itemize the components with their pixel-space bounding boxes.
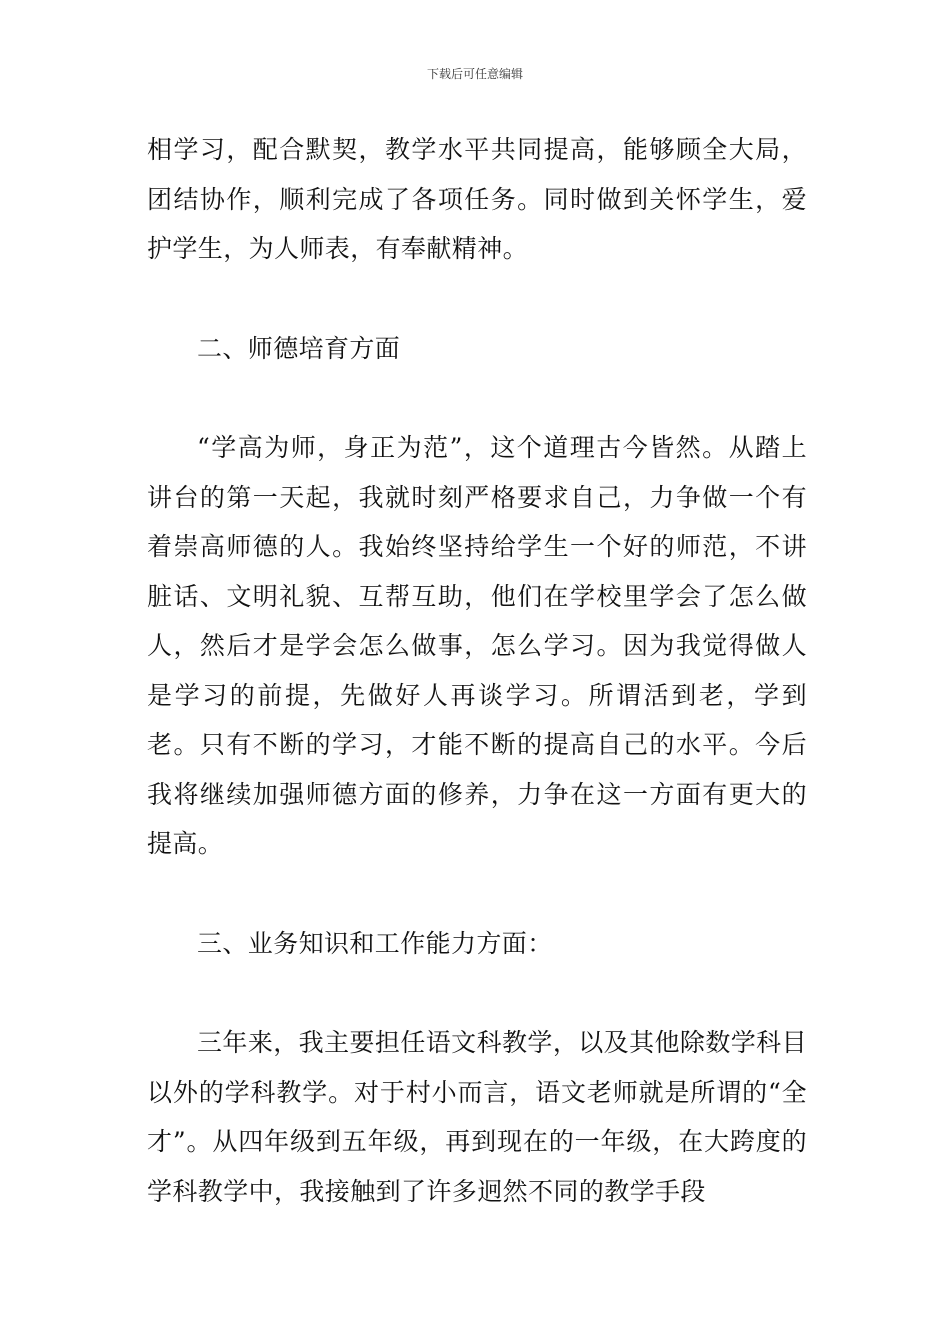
paragraph-continued: 相学习，配合默契，教学水平共同提高，能够顾全大局，团结协作，顺利完成了各项任务。同时做到关怀学生，爱护学生，为人师表，有奉献精神。 <box>147 135 807 263</box>
section-heading-2: 二、师德培育方面 <box>197 333 401 363</box>
document-body <box>147 125 807 1216</box>
paragraph-work-ability: 三年来，我主要担任语文科教学，以及其他除数学科目以外的学科教学。对于村小而言，语文老师就是所谓的“全才”。从四年级到五年级，再到现在的一年级，在大跨度的学科教学中，我接触到了许多迥然不同的教学手段 <box>147 1028 807 1206</box>
paragraph-gap <box>147 968 807 1018</box>
paragraph-gap <box>147 274 807 324</box>
paragraph-gap <box>147 869 807 919</box>
header-note: 下载后可任意编辑 <box>426 67 523 81</box>
section-heading-3: 三、业务知识和工作能力方面： <box>197 928 553 958</box>
paragraph-teacher-ethics: “学高为师，身正为范”，这个道理古今皆然。从踏上讲台的第一天起，我就时刻严格要求自己，力争做一个有着崇高师德的人。我始终坚持给学生一个好的师范，不讲脏话、文明礼貌、互帮互助，他们在学校里学会了怎么做人，然后才是学会怎么做事，怎么学习。因为我觉得做人是学习的前提，先做好人再谈学习。所谓活到老，学到老。只有不断的学习，才能不断的提高自己的水平。今后我将继续加强师德方面的修养，力争在这一方面有更大的提高。 <box>147 433 807 858</box>
paragraph-gap <box>147 373 807 423</box>
